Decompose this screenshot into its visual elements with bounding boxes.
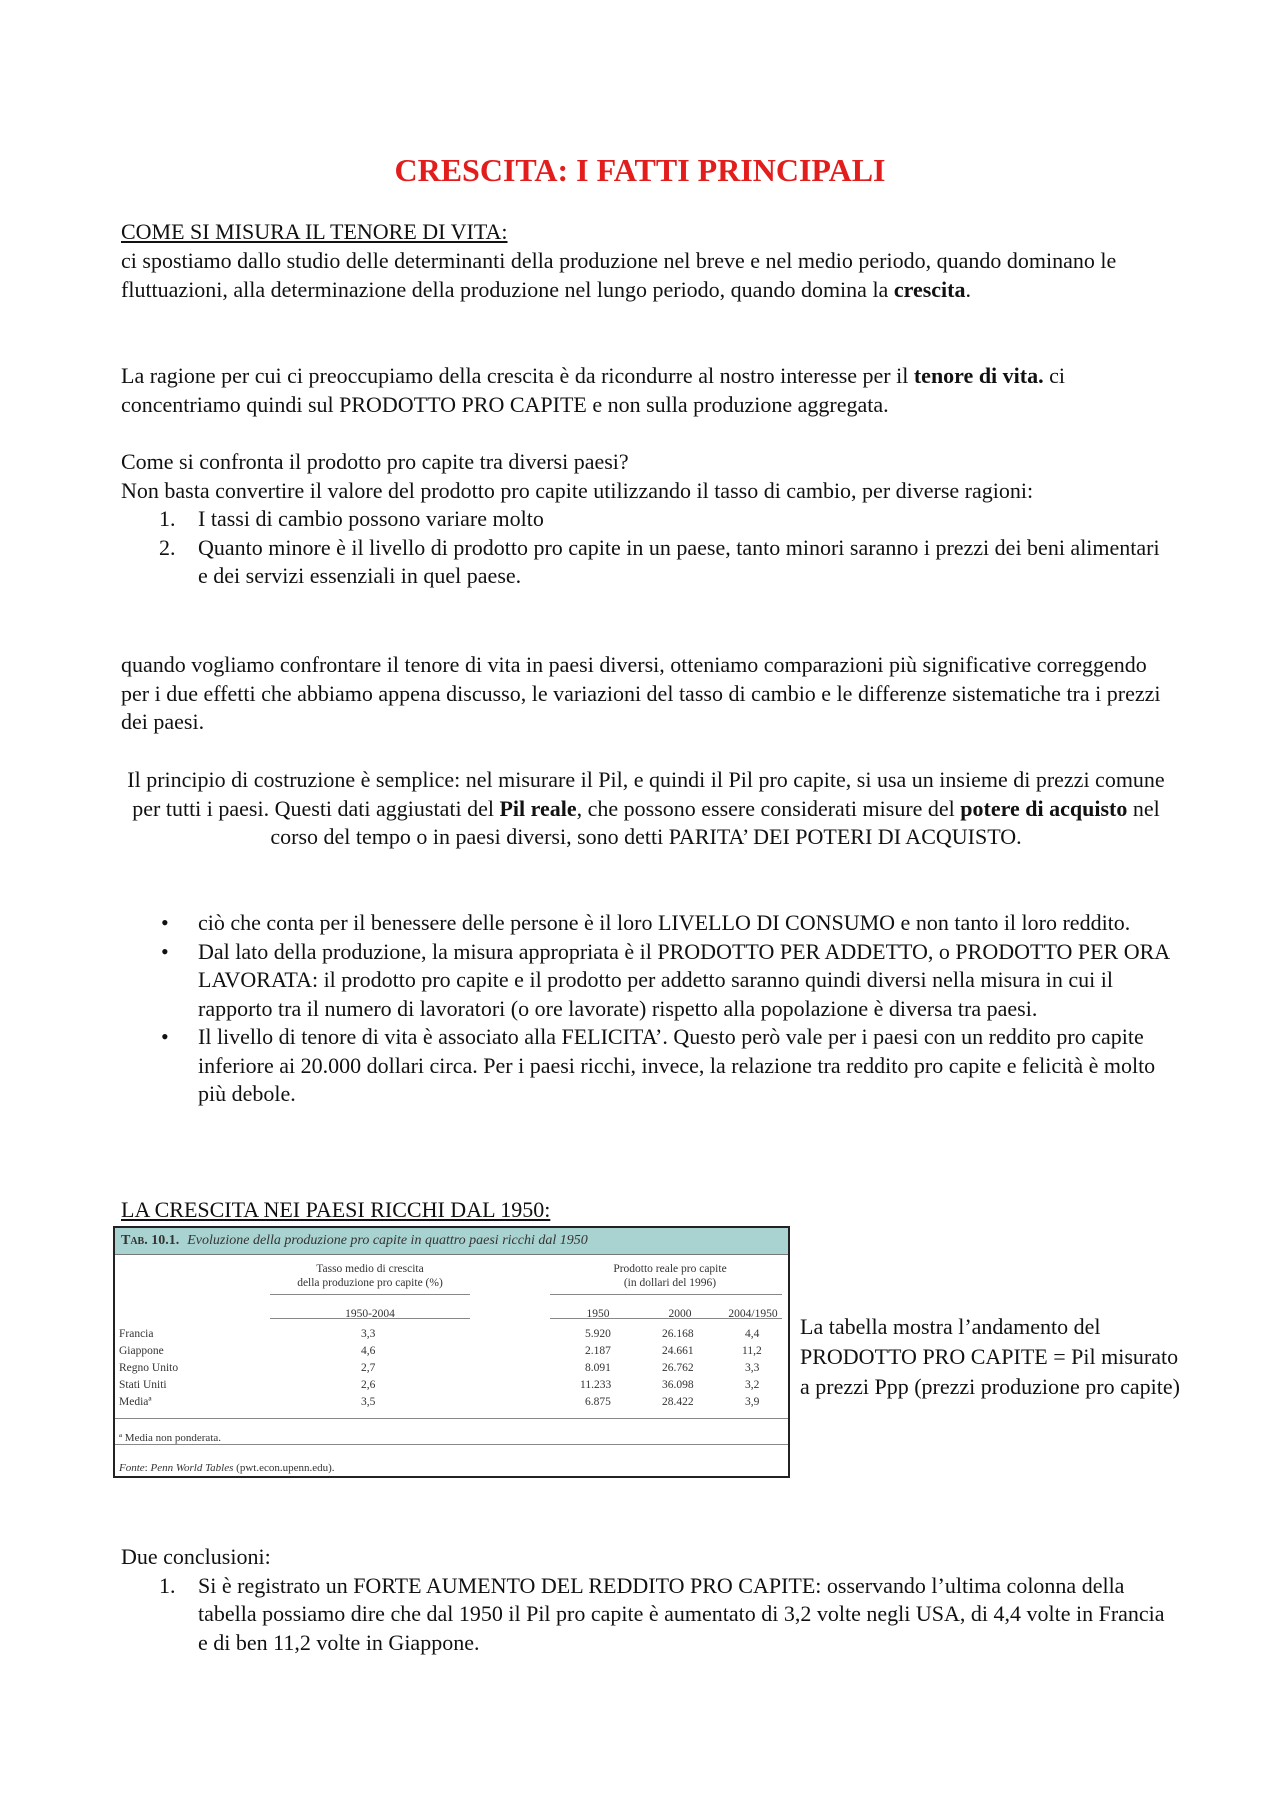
group-rule (550, 1294, 782, 1295)
paragraph-text: . (965, 276, 971, 302)
cell-1950: 8.091 (585, 1362, 611, 1374)
section-heading-paesi-ricchi (121, 1196, 1171, 1225)
cell-2000: 26.168 (662, 1328, 694, 1340)
numbered-list-reasons (121, 505, 1171, 591)
paragraph-ragione (121, 362, 1171, 419)
bold-text: potere di acquisto (960, 795, 1128, 821)
bullet-marker: • (161, 1024, 169, 1049)
cell-country: Giappone (119, 1345, 164, 1357)
cell-ratio: 11,2 (742, 1345, 762, 1357)
cell-1950: 2.187 (585, 1345, 611, 1357)
group-label: (in dollari del 1996) (623, 1277, 717, 1289)
table-row (119, 1377, 789, 1394)
list-item (121, 1023, 1171, 1109)
header-rule (550, 1318, 782, 1319)
list-marker: 1. (159, 1572, 176, 1598)
cell-country: Stati Uniti (119, 1379, 167, 1391)
page-title: CRESCITA: I FATTI PRINCIPALI (394, 152, 886, 188)
section-heading-text: COME SI MISURA IL TENORE DI VITA: (121, 219, 508, 244)
conclusions (121, 1543, 1171, 1657)
paragraph-confronto (121, 448, 1171, 591)
cell-2000: 26.762 (662, 1362, 694, 1374)
paragraph-intro (121, 247, 1171, 304)
cell-ratio: 3,3 (745, 1362, 760, 1374)
list-item-text: Il livello di tenore di vita è associato alla FELICITA’. Questo però vale per i paesi con un reddito pro capite inferiore ai 20.000 dollari circa. Per i paesi ricchi, invece, la relazione tra reddito pro capite e felicità è molto più debole. (198, 1024, 1156, 1106)
section-heading-tenore (121, 218, 1171, 247)
bold-text: tenore di vita. (913, 363, 1044, 388)
bold-text: Pil reale (499, 795, 577, 821)
list-item-text: Quanto minore è il livello di prodotto pro capite in un paese, tanto minori saranno i prezzi dei beni alimentari e dei servizi essenziali in quel paese. (198, 534, 1160, 588)
table-note: ª Media non ponderata. (119, 1432, 222, 1444)
paragraph-text: nel corso del tempo o in paesi diversi, sono detti PARITA’ DEI POTERI DI ACQUISTO. (270, 795, 1160, 849)
column-header: 2000 (668, 1308, 692, 1320)
list-item (121, 909, 1171, 938)
table-10-1 (113, 1226, 790, 1478)
paragraph-line: Come si confronta il prodotto pro capite tra diversi paesi? (121, 449, 629, 474)
bullet-marker: • (161, 910, 169, 935)
paragraph-text: Il principio di costruzione è semplice: nel misurare il Pil, e quindi il Pil pro capite, si usa un insieme di prezzi comune per tutti i paesi. Questi dati aggiustati del (127, 767, 1165, 821)
cell-1950: 11.233 (580, 1379, 612, 1391)
table-row (119, 1326, 789, 1343)
list-item (121, 534, 1171, 591)
cell-growth: 3,3 (361, 1328, 376, 1340)
paragraph-principio (121, 766, 1171, 852)
cell-country: Regno Unito (119, 1362, 179, 1374)
paragraph-text: La ragione per cui ci preoccupiamo della crescita è da ricondurre al nostro interesse per il (121, 363, 914, 388)
group-rule (270, 1294, 470, 1295)
paragraph-text: ci concentriamo quindi sul PRODOTTO PRO CAPITE e non sulla produzione aggregata. (121, 363, 1065, 417)
column-group-product (560, 1262, 780, 1290)
table-note-rule (115, 1444, 788, 1445)
cell-growth: 3,5 (361, 1396, 376, 1408)
column-group-growth (270, 1262, 470, 1290)
conclusions-heading: Due conclusioni: (121, 1544, 271, 1569)
table-caption-bar (115, 1228, 788, 1255)
table-description: La tabella mostra l’andamento del PRODOTTO PRO CAPITE = Pil misurato a prezzi Ppp (prezzi produzione pro capite) (800, 1314, 1180, 1399)
group-label: Prodotto reale pro capite (613, 1263, 727, 1275)
paragraph-line: Non basta convertire il valore del prodotto pro capite utilizzando il tasso di cambio, per diverse ragioni: (121, 477, 1034, 503)
list-item-text: I tassi di cambio possono variare molto (198, 506, 544, 531)
numbered-list-conclusions (121, 1572, 1171, 1658)
cell-country: Mediaª (119, 1396, 152, 1408)
paragraph-comparazioni (121, 651, 1171, 737)
cell-country: Francia (119, 1328, 154, 1340)
list-item-text: Dal lato della produzione, la misura appropriata è il PRODOTTO PER ADDETTO, o PRODOTTO PER ORA LAVORATA: il prodotto pro capite e il prodotto per addetto saranno quindi diversi nella misura in cui il rapporto tra il numero di lavoratori (o ore lavorate) rispetto alla popolazione è diversa tra paesi. (198, 938, 1169, 1021)
paragraph-text: quando vogliamo confrontare il tenore di vita in paesi diversi, otteniamo comparazioni più significative correggendo per i due effetti che abbiamo appena discusso, le variazioni del tasso di cambio e le differenze sistematiche tra i prezzi dei paesi. (121, 652, 1161, 734)
table-row (119, 1360, 789, 1377)
table-row (119, 1394, 789, 1411)
list-marker: 2. (159, 534, 176, 560)
paragraph-text: ci spostiamo dallo studio delle determinanti della produzione nel breve e nel medio periodo, quando dominano le fluttuazioni, alla determinazione della produzione nel lungo periodo, quando domina la (121, 248, 1117, 302)
table-bottom-rule (115, 1418, 788, 1419)
list-item (121, 938, 1171, 1024)
list-item-text: ciò che conta per il benessere delle persone è il loro LIVELLO DI CONSUMO e non tanto il loro reddito. (198, 910, 1131, 935)
column-header: 1950 (586, 1308, 610, 1320)
group-label: della produzione pro capite (%) (297, 1277, 443, 1289)
bold-text: crescita (893, 276, 966, 302)
bullet-marker: • (161, 938, 169, 964)
list-marker: 1. (159, 506, 176, 531)
cell-ratio: 4,4 (745, 1328, 760, 1340)
list-item (121, 1572, 1171, 1658)
bullet-list (121, 909, 1171, 1109)
source-title: Penn World Tables (150, 1462, 234, 1474)
column-header: 1950-2004 (345, 1308, 395, 1320)
cell-1950: 6.875 (585, 1396, 611, 1408)
section-heading-text: LA CRESCITA NEI PAESI RICCHI DAL 1950: (121, 1197, 551, 1222)
table-source: Fonte: Penn World Tables (pwt.econ.upenn.edu). (119, 1462, 335, 1474)
cell-ratio: 3,9 (745, 1396, 760, 1408)
header-rule (270, 1318, 470, 1319)
cell-growth: 2,7 (361, 1362, 376, 1374)
cell-2000: 36.098 (662, 1379, 694, 1391)
paragraph-text: , che possono essere considerati misure del (576, 795, 961, 821)
cell-1950: 5.920 (585, 1328, 611, 1340)
cell-growth: 2,6 (361, 1379, 376, 1391)
source-rest: (pwt.econ.upenn.edu). (233, 1462, 335, 1474)
cell-ratio: 3,2 (745, 1379, 760, 1391)
group-label: Tasso medio di crescita (316, 1263, 424, 1275)
cell-2000: 28.422 (662, 1396, 694, 1408)
table-row (119, 1343, 789, 1360)
bullet-list-container (121, 909, 1171, 1109)
table-caption: Evoluzione della produzione pro capite in quattro paesi ricchi dal 1950 (187, 1233, 588, 1248)
column-header: 2004/1950 (728, 1308, 778, 1320)
cell-growth: 4,6 (361, 1345, 376, 1357)
source-label: Fonte (119, 1462, 145, 1474)
list-item-text: Si è registrato un FORTE AUMENTO DEL REDDITO PRO CAPITE: osservando l’ultima colonna della tabella possiamo dire che dal 1950 il Pil pro capite è aumentato di 3,2 volte negli USA, di 4,4 volte in Francia e di ben 11,2 volte in Giappone. (198, 1572, 1165, 1655)
table-number: Tab. 10.1. (121, 1233, 180, 1248)
cell-2000: 24.661 (662, 1345, 694, 1357)
list-item (121, 505, 1171, 534)
